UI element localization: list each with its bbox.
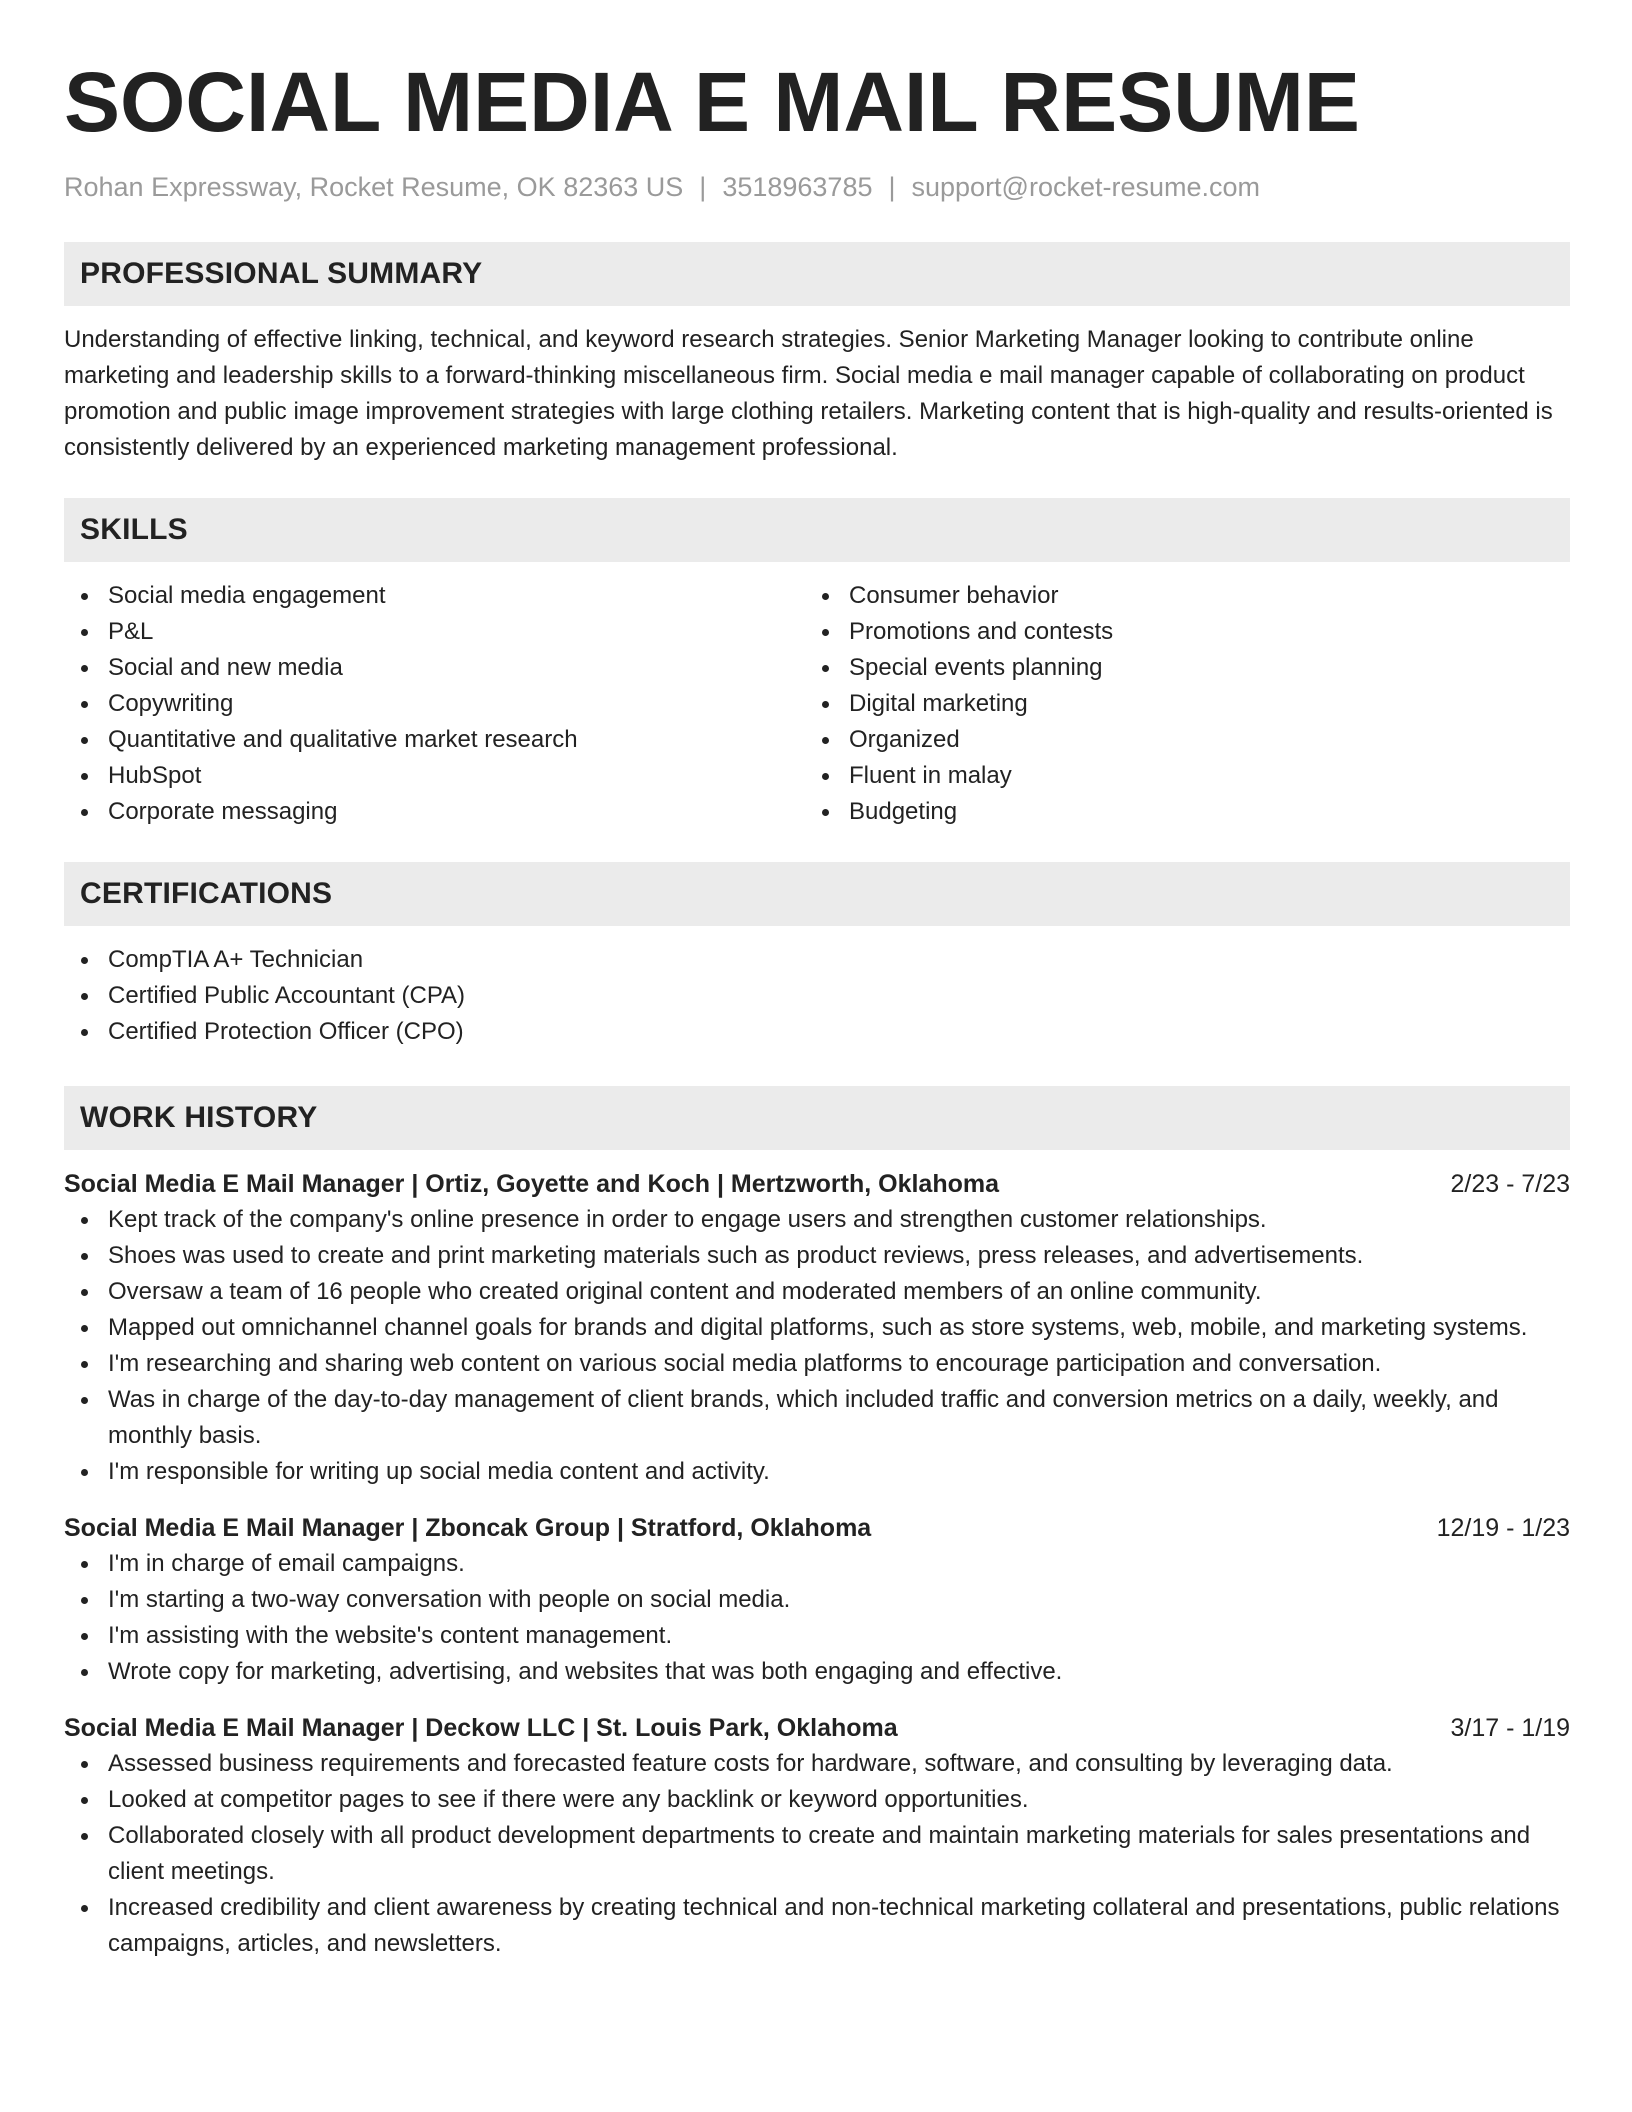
contact-separator: | bbox=[888, 172, 896, 202]
job-bullet: I'm starting a two-way conversation with people on social media. bbox=[108, 1582, 1570, 1618]
job-header bbox=[64, 1710, 1570, 1746]
skills-column-left bbox=[64, 578, 805, 830]
skills-columns bbox=[64, 578, 1570, 830]
job-bullets bbox=[64, 1746, 1570, 1962]
skill-item: Special events planning bbox=[849, 650, 1546, 686]
work-history-section bbox=[64, 1086, 1570, 1962]
job-bullet: Increased credibility and client awareness by creating technical and non-technical marketing collateral and presentations, public relations campaigns, articles, and newsletters. bbox=[108, 1890, 1570, 1962]
job-dates: 3/17 - 1/19 bbox=[1450, 1714, 1570, 1742]
skills-heading: SKILLS bbox=[64, 498, 1570, 562]
certification-item: Certified Protection Officer (CPO) bbox=[108, 1014, 1570, 1050]
job-bullet: Shoes was used to create and print marketing materials such as product reviews, press releases, and advertisements. bbox=[108, 1238, 1570, 1274]
job-dates: 12/19 - 1/23 bbox=[1436, 1514, 1570, 1542]
skills-list-right bbox=[805, 578, 1546, 830]
job-bullet: Wrote copy for marketing, advertising, and websites that was both engaging and effective. bbox=[108, 1654, 1570, 1690]
skills-column-right bbox=[805, 578, 1546, 830]
skill-item: Corporate messaging bbox=[108, 794, 805, 830]
resume-name: SOCIAL MEDIA E MAIL RESUME bbox=[64, 55, 1360, 149]
skill-item: Copywriting bbox=[108, 686, 805, 722]
skill-item: Social media engagement bbox=[108, 578, 805, 614]
contact-phone: 3518963785 bbox=[722, 172, 873, 202]
skills-list-left bbox=[64, 578, 805, 830]
job-bullet: I'm responsible for writing up social media content and activity. bbox=[108, 1454, 1570, 1490]
skills-section bbox=[64, 498, 1570, 830]
job-header bbox=[64, 1510, 1570, 1546]
job-bullet: I'm assisting with the website's content management. bbox=[108, 1618, 1570, 1654]
job-title: Social Media E Mail Manager | Deckow LLC | St. Louis Park, Oklahoma bbox=[64, 1714, 898, 1742]
job-bullet: I'm in charge of email campaigns. bbox=[108, 1546, 1570, 1582]
certifications-heading: CERTIFICATIONS bbox=[64, 862, 1570, 926]
jobs-container bbox=[64, 1166, 1570, 1962]
skill-item: Social and new media bbox=[108, 650, 805, 686]
contact-email: support@rocket-resume.com bbox=[911, 172, 1261, 202]
summary-heading: PROFESSIONAL SUMMARY bbox=[64, 242, 1570, 306]
skill-item: Promotions and contests bbox=[849, 614, 1546, 650]
job-entry bbox=[64, 1166, 1570, 1490]
contact-address: Rohan Expressway, Rocket Resume, OK 82363 US bbox=[64, 172, 684, 202]
skill-item: Digital marketing bbox=[849, 686, 1546, 722]
job-entry bbox=[64, 1510, 1570, 1690]
job-bullet: Assessed business requirements and forecasted feature costs for hardware, software, and consulting by leveraging data. bbox=[108, 1746, 1570, 1782]
skill-item: HubSpot bbox=[108, 758, 805, 794]
skill-item: Organized bbox=[849, 722, 1546, 758]
skill-item: Quantitative and qualitative market research bbox=[108, 722, 805, 758]
contact-line bbox=[64, 170, 1570, 204]
job-title: Social Media E Mail Manager | Ortiz, Goyette and Koch | Mertzworth, Oklahoma bbox=[64, 1170, 999, 1198]
job-bullet: I'm researching and sharing web content on various social media platforms to encourage participation and conversation. bbox=[108, 1346, 1570, 1382]
skill-item: P&L bbox=[108, 614, 805, 650]
job-bullets bbox=[64, 1202, 1570, 1490]
work-history-heading: WORK HISTORY bbox=[64, 1086, 1570, 1150]
job-bullet: Looked at competitor pages to see if there were any backlink or keyword opportunities. bbox=[108, 1782, 1570, 1818]
skill-item: Consumer behavior bbox=[849, 578, 1546, 614]
job-bullet: Mapped out omnichannel channel goals for brands and digital platforms, such as store systems, web, mobile, and marketing systems. bbox=[108, 1310, 1570, 1346]
job-bullet: Oversaw a team of 16 people who created original content and moderated members of an online community. bbox=[108, 1274, 1570, 1310]
job-title: Social Media E Mail Manager | Zboncak Group | Stratford, Oklahoma bbox=[64, 1514, 872, 1542]
job-bullet: Kept track of the company's online presence in order to engage users and strengthen customer relationships. bbox=[108, 1202, 1570, 1238]
job-entry bbox=[64, 1710, 1570, 1962]
job-header bbox=[64, 1166, 1570, 1202]
job-dates: 2/23 - 7/23 bbox=[1450, 1170, 1570, 1198]
summary-section bbox=[64, 242, 1570, 466]
job-bullet: Collaborated closely with all product development departments to create and maintain marketing materials for sales presentations and client meetings. bbox=[108, 1818, 1570, 1890]
skill-item: Budgeting bbox=[849, 794, 1546, 830]
certification-item: CompTIA A+ Technician bbox=[108, 942, 1570, 978]
job-bullets bbox=[64, 1546, 1570, 1690]
certification-item: Certified Public Accountant (CPA) bbox=[108, 978, 1570, 1014]
skill-item: Fluent in malay bbox=[849, 758, 1546, 794]
certifications-section bbox=[64, 862, 1570, 1050]
job-bullet: Was in charge of the day-to-day management of client brands, which included traffic and conversion metrics on a daily, weekly, and monthly basis. bbox=[108, 1382, 1570, 1454]
certifications-list bbox=[64, 942, 1570, 1050]
summary-text: Understanding of effective linking, technical, and keyword research strategies. Senior Marketing Manager looking to contribute online marketing and leadership skills to a forward-thinking miscellaneous firm. Social media e mail manager capable of collaborating on product promotion and public image improvement strategies with large clothing retailers. Marketing content that is high-quality and results-oriented is consistently delivered by an experienced marketing management professional. bbox=[64, 326, 1553, 461]
contact-separator: | bbox=[699, 172, 707, 202]
